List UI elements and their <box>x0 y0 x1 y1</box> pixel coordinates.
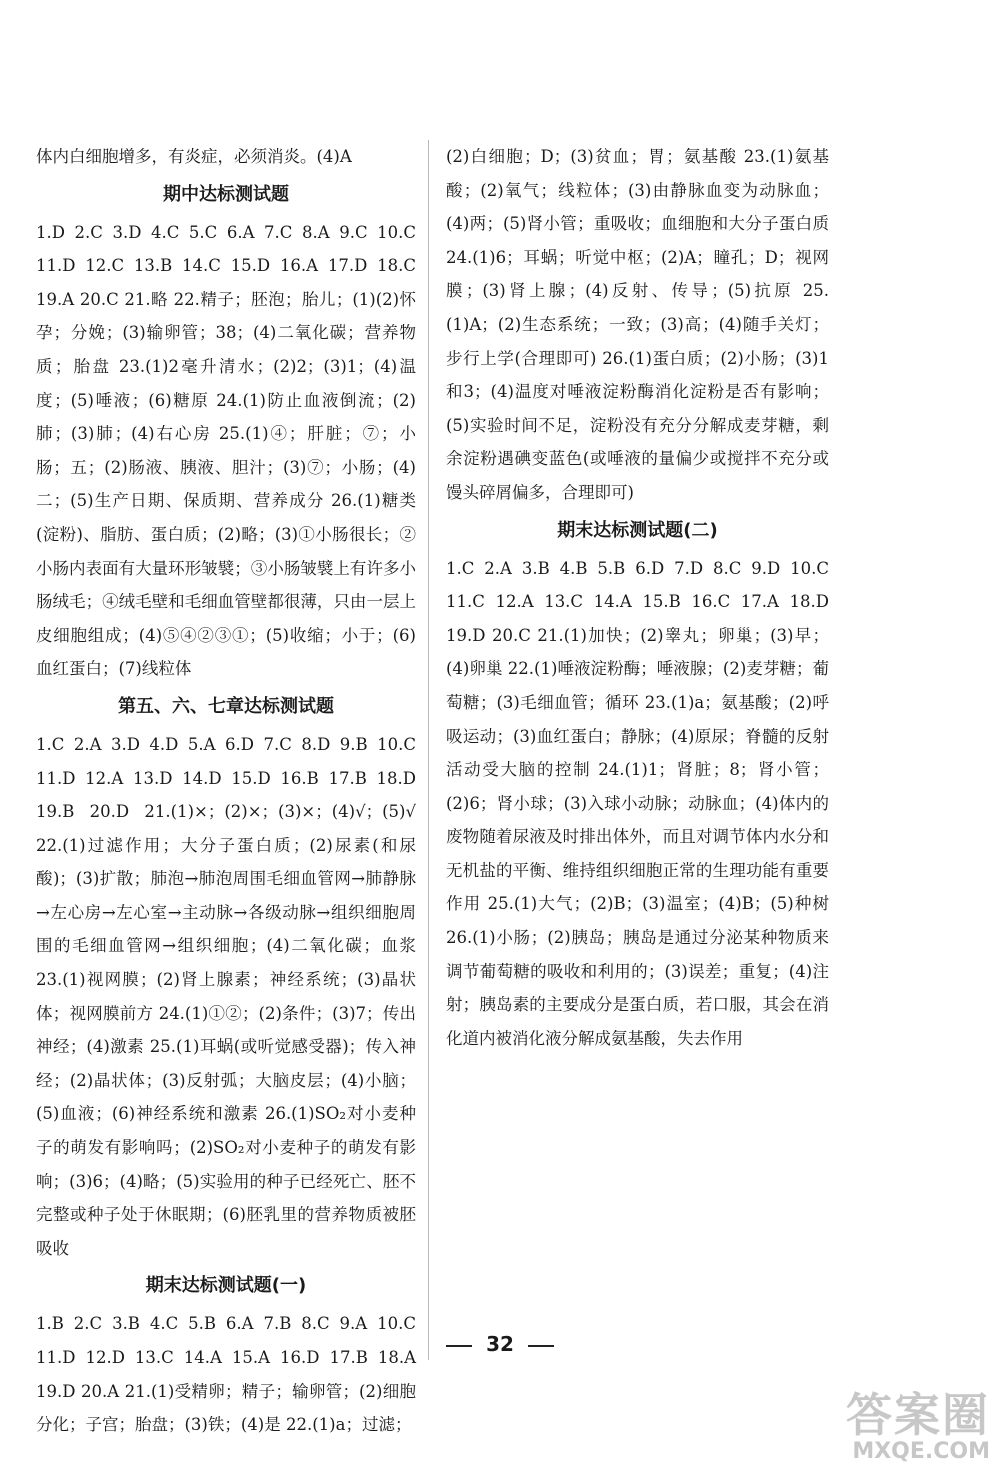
section-heading-ch5-7: 第五、六、七章达标测试题 <box>118 695 334 717</box>
watermark-url: MXQE.COM <box>852 1439 990 1464</box>
answers-final-1: 1.B 2.C 3.B 4.C 5.B 6.A 7.B 8.C 9.A 10.C 11.D 12.D 13.C 14.A 15.A 16.D 17.B 18.A 19.D 20.A 21.(1)受精卵；精子；输卵管；(2)细胞分化；子宫；胎盘；(3)铁；(4)是 22.(1)a；过滤； <box>36 1314 416 1435</box>
section-heading-final-1: 期末达标测试题(一) <box>145 1275 307 1297</box>
right-column <box>446 140 829 1055</box>
answers-midterm: 1.D 2.C 3.D 4.C 5.C 6.A 7.C 8.A 9.C 10.C 11.D 12.C 13.B 14.C 15.D 16.A 17.D 18.C 19.A 20.C 21.略 22.精子；胚泡；胎儿；(1)(2)怀孕；分娩；(3)输卵管；38；(4)二氧化碳；营养物质；胎盘 23.(1)2毫升清水；(2)2；(3)1；(4)温度；(5)唾液；(6)糖原 24.(1)防止血液倒流；(2)肺；(3)肺；(4)右心房 25.(1)④；肝脏；⑦；小肠；五；(2)肠液、胰液、胆汁；(3)⑦；小肠；(4)二；(5)生产日期、保质期、营养成分 26.(1)糖类(淀粉)、脂肪、蛋白质；(2)略；(3)①小肠很长；②小肠内表面有大量环形皱襞；③小肠皱襞上有许多小肠绒毛；④绒毛壁和毛细血管壁都很薄，只由一层上皮细胞组成；(4)⑤④②③①；(5)收缩；小于；(6)血红蛋白；(7)线粒体 <box>36 222 416 679</box>
section-heading-final-2: 期末达标测试题(二) <box>557 519 718 541</box>
dash-left <box>446 1345 472 1347</box>
left-column <box>36 140 416 1442</box>
column-divider <box>428 140 429 1360</box>
watermark <box>800 1390 990 1465</box>
watermark-logo: 答案圈 <box>846 1388 990 1442</box>
dash-right <box>528 1345 554 1347</box>
answers-final-2: 1.C 2.A 3.B 4.B 5.B 6.D 7.D 8.C 9.D 10.C 11.C 12.A 13.C 14.A 15.B 16.C 17.A 18.D 19.D 20.C 21.(1)加快；(2)睾丸；卵巢；(3)早；(4)卵巢 22.(1)唾液淀粉酶；唾液腺；(2)麦芽糖；葡萄糖；(3)毛细血管；循环 23.(1)a；氨基酸；(2)呼吸运动；(3)血红蛋白；静脉；(4)原尿；脊髓的反射活动受大脑的控制 24.(1)1；肾脏；8；肾小管；(2)6；肾小球；(3)入球小动脉；动脉血；(4)体内的废物随着尿液及时排出体外，而且对调节体内水分和无机盐的平衡、维持组织细胞正常的生理功能有重要作用 25.(1)大气；(2)B；(3)温室；(4)B；(5)种树 26.(1)小肠；(2)胰岛；胰岛是通过分泌某种物质来调节葡萄糖的吸收和利用的；(3)误差；重复；(4)注射；胰岛素的主要成分是蛋白质，若口服，其会在消化道内被消化液分解成氨基酸，失去作用 <box>446 558 829 1048</box>
page-number-text: 32 <box>486 1332 514 1356</box>
left-intro-text: 体内白细胞增多，有炎症，必须消炎。(4)A <box>36 147 352 166</box>
section-heading-midterm: 期中达标测试题 <box>163 183 289 205</box>
right-intro-text: (2)白细胞；D；(3)贫血；胃；氨基酸 23.(1)氨基酸；(2)氧气；线粒体；(3)由静脉血变为动脉血；(4)两；(5)肾小管；重吸收；血细胞和大分子蛋白质 24.(1)6；耳蜗；听觉中枢；(2)A；瞳孔；D；视网膜；(3)肾上腺；(4)反射、传导；(5)抗原 25.(1)A；(2)生态系统；一致；(3)高；(4)随手关灯；步行上学(合理即可) 26.(1)蛋白质；(2)小肠；(3)1和3；(4)温度对唾液淀粉酶消化淀粉是否有影响；(5)实验时间不足，淀粉没有充分分解成麦芽糖，剩余淀粉遇碘变蓝色(或唾液的量偏少或搅拌不充分或馒头碎屑偏多，合理即可) <box>446 147 829 502</box>
page-number <box>0 1332 1000 1356</box>
answers-ch5-7: 1.C 2.A 3.D 4.D 5.A 6.D 7.C 8.D 9.B 10.C 11.D 12.A 13.D 14.D 15.D 16.B 17.B 18.D 19.B 20.D 21.(1)×；(2)×；(3)×；(4)√；(5)√ 22.(1)过滤作用；大分子蛋白质；(2)尿素(和尿酸)；(3)扩散；肺泡→肺泡周围毛细血管网→肺静脉→左心房→左心室→主动脉→各级动脉→组织细胞周围的毛细血管网→组织细胞；(4)二氧化碳；血浆 23.(1)视网膜；(2)肾上腺素；神经系统；(3)晶状体；视网膜前方 24.(1)①②；(2)条件；(3)7；传出神经；(4)激素 25.(1)耳蜗(或听觉感受器)；传入神经；(2)晶状体；(3)反射弧；大脑皮层；(4)小脑；(5)血液；(6)神经系统和激素 26.(1)SO₂对小麦种子的萌发有影响吗；(2)SO₂对小麦种子的萌发有影响；(3)6；(4)略；(5)实验用的种子已经死亡、胚不完整或种子处于休眠期；(6)胚乳里的营养物质被胚吸收 <box>36 734 416 1258</box>
